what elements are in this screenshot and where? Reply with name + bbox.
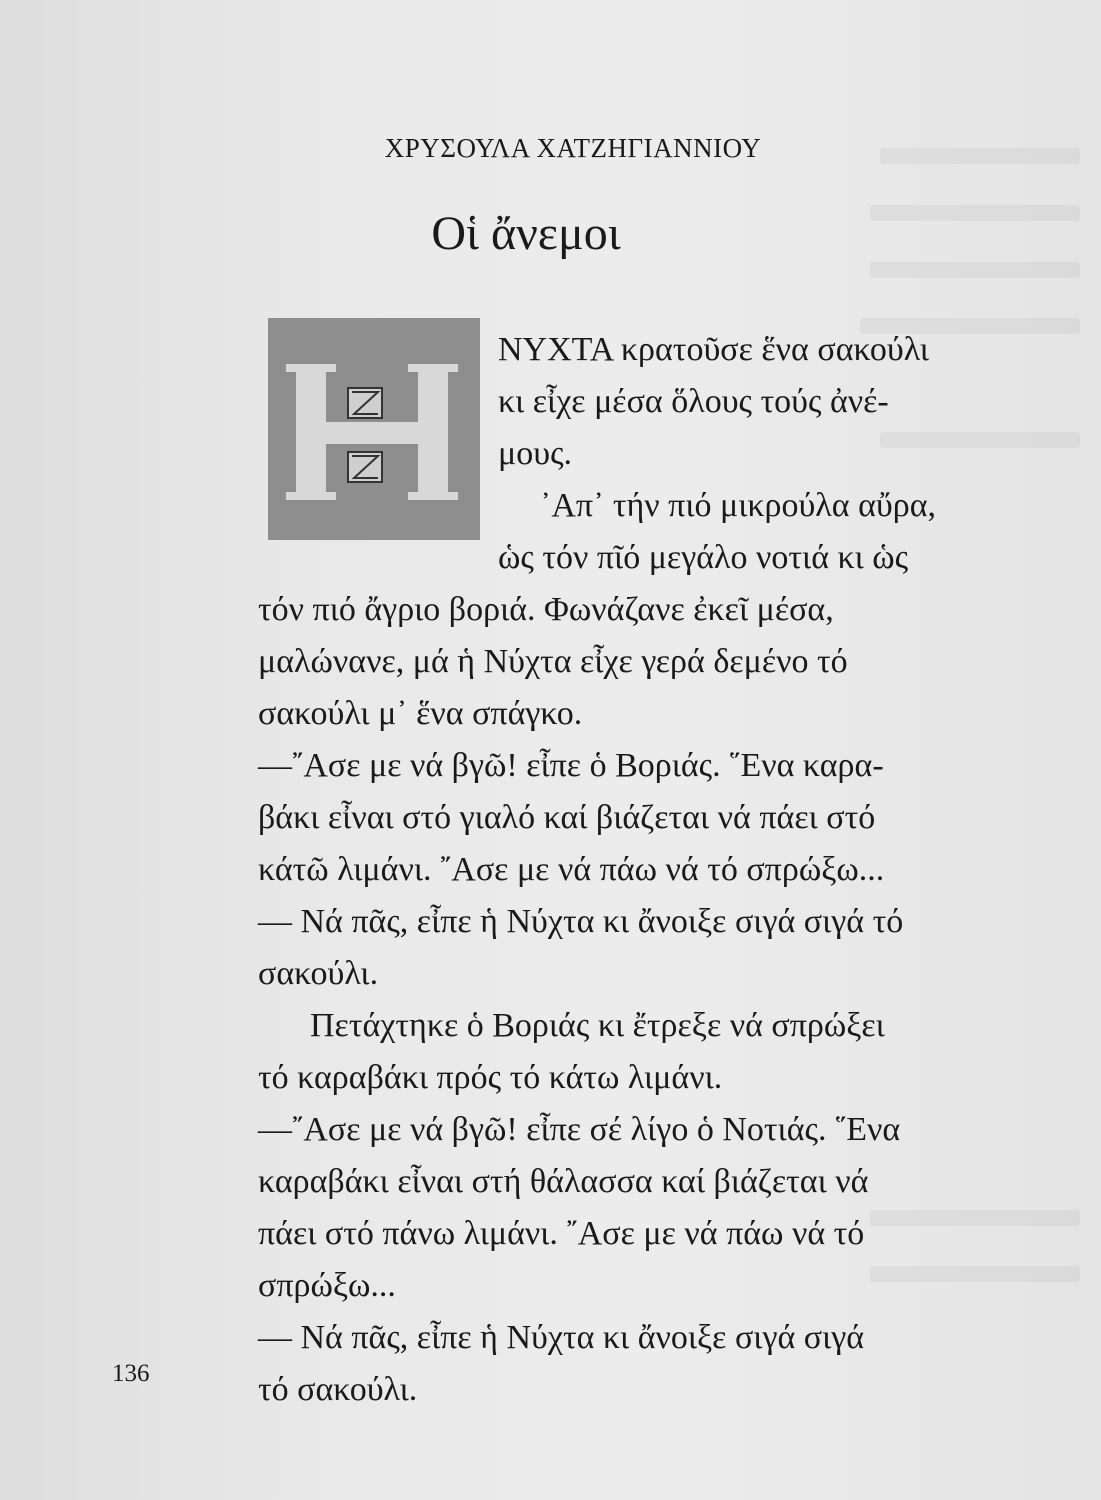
drop-cap-initial [268, 318, 480, 540]
text-line: μους. [498, 435, 573, 472]
text-line: — Νά πᾶς, εἶπε ἡ Νύχτα κι ἄνοιξε σιγά σιγά [258, 1319, 865, 1356]
text-line: σακούλι μ᾿ ἕνα σπάγκο. [258, 695, 583, 732]
text-line: ΝΥΧΤΑ κρατοῦσε ἕνα σακούλι [498, 331, 929, 368]
text-line: βάκι εἶναι στό γιαλό καί βιάζεται νά πάει στό [258, 799, 876, 836]
text-line: τό καραβάκι πρός τό κάτω λιμάνι. [258, 1059, 723, 1096]
text-line: ᾿Απ᾿ τήν πιό μικρούλα αὔρα, [540, 487, 937, 524]
page-number: 136 [112, 1360, 150, 1387]
story-title: Οἱ ἄνεμοι [431, 207, 621, 260]
text-line: —῎Ασε με νά βγῶ! εἶπε σέ λίγο ὁ Νοτιάς. ῞Ενα [258, 1111, 901, 1148]
text-line: κι εἶχε μέσα ὅλους τούς ἀνέ- [498, 383, 889, 420]
author-name: ΧΡΥΣΟΥΛΑ ΧΑΤΖΗΓΙΑΝΝΙΟΥ [384, 133, 762, 163]
text-line: καραβάκι εἶναι στή θάλασσα καί βιάζεται νά [258, 1163, 869, 1200]
decorated-eta-icon [268, 318, 480, 540]
text-line: τόν πιό ἄγριο βοριά. Φωνάζανε ἐκεῖ μέσα, [258, 591, 834, 628]
text-line: — Νά πᾶς, εἶπε ἡ Νύχτα κι ἄνοιξε σιγά σιγά τό [258, 903, 904, 940]
text-line: ὡς τόν πῖό μεγάλο νοτιά κι ὡς [498, 539, 909, 576]
text-line: μαλώνανε, μά ἡ Νύχτα εἶχε γερά δεμένο τό [258, 643, 848, 680]
text-line: πάει στό πάνω λιμάνι. ῎Ασε με νά πάω νά τό [258, 1215, 865, 1252]
text-line: σακούλι. [258, 955, 379, 992]
text-line: —῎Ασε με νά βγῶ! εἶπε ὁ Βοριάς. ῞Ενα καρα- [258, 747, 884, 784]
text-line: Πετάχτηκε ὁ Βοριάς κι ἔτρεξε νά σπρώξει [310, 1007, 885, 1044]
text-line: τό σακούλι. [258, 1371, 418, 1408]
text-line: κάτῶ λιμάνι. ῎Ασε με νά πάω νά τό σπρώξω... [258, 851, 885, 888]
text-line: σπρώξω... [258, 1267, 396, 1304]
